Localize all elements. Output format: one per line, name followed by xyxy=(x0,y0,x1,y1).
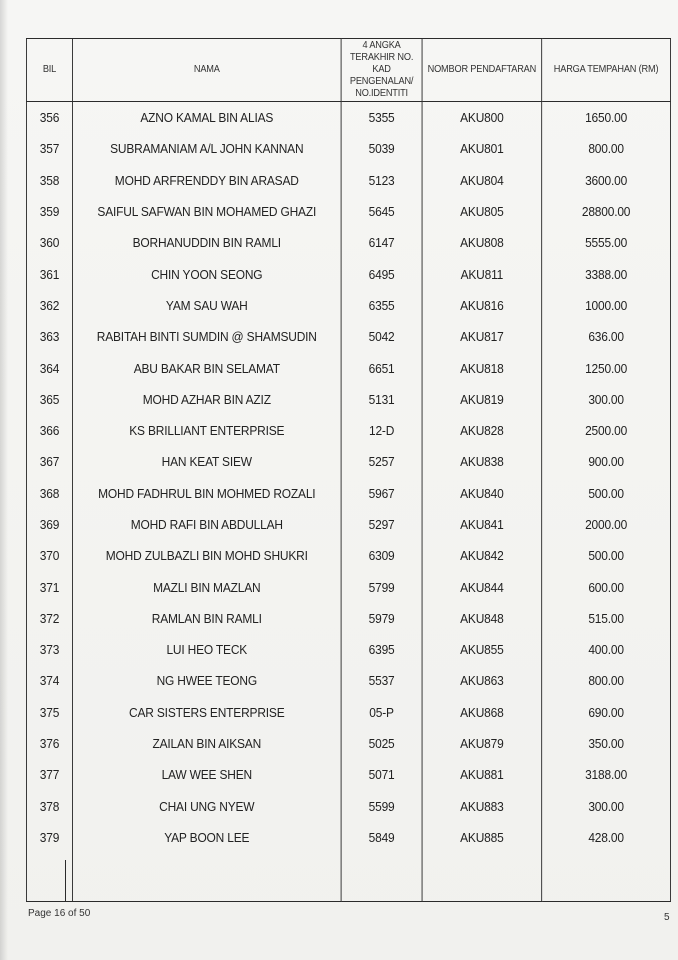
table-row xyxy=(26,227,670,258)
header-price: HARGA TEMPAHAN (RM) xyxy=(542,39,671,102)
cell-nama: CHIN YOON SEONG xyxy=(72,258,341,289)
cell-bil: 366 xyxy=(26,415,72,446)
cell-reg: AKU816 xyxy=(422,290,542,321)
cell-reg: AKU838 xyxy=(422,446,542,477)
page-label: Page 16 of 50 xyxy=(28,908,91,919)
cell-reg: AKU819 xyxy=(422,384,542,415)
cell-nama: RAMLAN BIN RAMLI xyxy=(72,603,341,634)
cell-bil: 375 xyxy=(26,697,72,728)
cell-price: 28800.00 xyxy=(542,196,671,227)
empty-cell xyxy=(72,853,341,902)
cell-ic: 12-D xyxy=(341,415,422,446)
table-row xyxy=(26,697,670,728)
cell-price: 800.00 xyxy=(542,133,671,164)
cell-reg: AKU855 xyxy=(422,634,542,665)
header-bil: BIL xyxy=(26,39,72,102)
cell-reg: AKU879 xyxy=(422,728,542,759)
cell-reg: AKU818 xyxy=(422,352,542,383)
cell-bil: 378 xyxy=(26,791,72,822)
cell-reg: AKU817 xyxy=(422,321,542,352)
cell-reg: AKU885 xyxy=(422,822,542,853)
cell-bil: 362 xyxy=(26,290,72,321)
cell-ic: 5799 xyxy=(341,571,422,602)
cell-reg: AKU804 xyxy=(422,165,542,196)
cell-nama: SAIFUL SAFWAN BIN MOHAMED GHAZI xyxy=(72,196,341,227)
cell-ic: 5039 xyxy=(341,133,422,164)
cell-price: 428.00 xyxy=(542,822,671,853)
cell-reg: AKU811 xyxy=(422,258,542,289)
cell-price: 1250.00 xyxy=(542,352,671,383)
cell-nama: MAZLI BIN MAZLAN xyxy=(72,571,341,602)
cell-price: 800.00 xyxy=(542,665,671,696)
cell-ic: 5297 xyxy=(341,509,422,540)
cell-price: 600.00 xyxy=(542,571,671,602)
table-row xyxy=(26,791,670,822)
cell-bil: 374 xyxy=(26,665,72,696)
cell-ic: 6309 xyxy=(341,540,422,571)
cell-price: 1650.00 xyxy=(542,102,671,134)
cell-bil: 364 xyxy=(26,352,72,383)
cell-bil: 361 xyxy=(26,258,72,289)
cell-ic: 6395 xyxy=(341,634,422,665)
cell-bil: 368 xyxy=(26,478,72,509)
cell-bil: 359 xyxy=(26,196,72,227)
cell-price: 3600.00 xyxy=(542,165,671,196)
header-nama: NAMA xyxy=(72,39,341,102)
cell-nama: MOHD FADHRUL BIN MOHMED ROZALI xyxy=(72,478,341,509)
table-header-row xyxy=(26,39,670,102)
cell-nama: RABITAH BINTI SUMDIN @ SHAMSUDIN xyxy=(72,321,341,352)
cell-price: 636.00 xyxy=(542,321,671,352)
cell-bil: 367 xyxy=(26,446,72,477)
cell-ic: 5042 xyxy=(341,321,422,352)
cell-price: 690.00 xyxy=(542,697,671,728)
cell-nama: MOHD ZULBAZLI BIN MOHD SHUKRI xyxy=(72,540,341,571)
cell-nama: ZAILAN BIN AIKSAN xyxy=(72,728,341,759)
cell-reg: AKU868 xyxy=(422,697,542,728)
table-row xyxy=(26,258,670,289)
cell-nama: KS BRILLIANT ENTERPRISE xyxy=(72,415,341,446)
cell-reg: AKU844 xyxy=(422,571,542,602)
cell-bil: 365 xyxy=(26,384,72,415)
table-row xyxy=(26,321,670,352)
cell-price: 2000.00 xyxy=(542,509,671,540)
table-row xyxy=(26,509,670,540)
cell-price: 515.00 xyxy=(542,603,671,634)
table-body xyxy=(26,102,670,902)
cell-nama: AZNO KAMAL BIN ALIAS xyxy=(72,102,341,134)
cell-nama: CAR SISTERS ENTERPRISE xyxy=(72,697,341,728)
cell-price: 1000.00 xyxy=(542,290,671,321)
cell-price: 3388.00 xyxy=(542,258,671,289)
cell-bil: 372 xyxy=(26,603,72,634)
cell-price: 3188.00 xyxy=(542,759,671,790)
cell-ic: 5849 xyxy=(341,822,422,853)
cell-price: 900.00 xyxy=(542,446,671,477)
header-reg: NOMBOR PENDAFTARAN xyxy=(422,39,542,102)
cell-ic: 6495 xyxy=(341,258,422,289)
table-row xyxy=(26,102,670,134)
cell-reg: AKU881 xyxy=(422,759,542,790)
cell-bil: 379 xyxy=(26,822,72,853)
cell-nama: NG HWEE TEONG xyxy=(72,665,341,696)
cell-bil: 370 xyxy=(26,540,72,571)
cell-reg: AKU863 xyxy=(422,665,542,696)
cell-ic: 5979 xyxy=(341,603,422,634)
cell-bil: 371 xyxy=(26,571,72,602)
table-row xyxy=(26,822,670,853)
table-row xyxy=(26,415,670,446)
cell-bil: 363 xyxy=(26,321,72,352)
table-row xyxy=(26,165,670,196)
cell-reg: AKU805 xyxy=(422,196,542,227)
table-row xyxy=(26,352,670,383)
cell-bil: 357 xyxy=(26,133,72,164)
column-divider xyxy=(65,860,66,902)
table-row xyxy=(26,290,670,321)
cell-bil: 360 xyxy=(26,227,72,258)
cell-ic: 6147 xyxy=(341,227,422,258)
cell-ic: 05-P xyxy=(341,697,422,728)
cell-ic: 5599 xyxy=(341,791,422,822)
cell-nama: CHAI UNG NYEW xyxy=(72,791,341,822)
cell-price: 400.00 xyxy=(542,634,671,665)
cell-bil: 373 xyxy=(26,634,72,665)
cell-reg: AKU808 xyxy=(422,227,542,258)
cell-ic: 5645 xyxy=(341,196,422,227)
table-row xyxy=(26,759,670,790)
cell-nama: HAN KEAT SIEW xyxy=(72,446,341,477)
table-filler-row xyxy=(26,853,670,902)
empty-cell xyxy=(422,853,542,902)
cell-ic: 6355 xyxy=(341,290,422,321)
table-row xyxy=(26,446,670,477)
cell-bil: 369 xyxy=(26,509,72,540)
cell-nama: SUBRAMANIAM A/L JOHN KANNAN xyxy=(72,133,341,164)
cell-price: 300.00 xyxy=(542,384,671,415)
cell-nama: YAP BOON LEE xyxy=(72,822,341,853)
cell-nama: BORHANUDDIN BIN RAMLI xyxy=(72,227,341,258)
empty-cell xyxy=(542,853,671,902)
cell-price: 350.00 xyxy=(542,728,671,759)
cell-nama: YAM SAU WAH xyxy=(72,290,341,321)
table-row xyxy=(26,728,670,759)
cell-nama: LAW WEE SHEN xyxy=(72,759,341,790)
cell-price: 2500.00 xyxy=(542,415,671,446)
cell-reg: AKU848 xyxy=(422,603,542,634)
table-row xyxy=(26,634,670,665)
empty-cell xyxy=(341,853,422,902)
cell-price: 500.00 xyxy=(542,478,671,509)
cell-ic: 5537 xyxy=(341,665,422,696)
cell-price: 5555.00 xyxy=(542,227,671,258)
table-row xyxy=(26,540,670,571)
cell-reg: AKU800 xyxy=(422,102,542,134)
cell-ic: 5071 xyxy=(341,759,422,790)
cell-reg: AKU828 xyxy=(422,415,542,446)
table-row xyxy=(26,571,670,602)
cell-nama: MOHD AZHAR BIN AZIZ xyxy=(72,384,341,415)
table-row xyxy=(26,133,670,164)
cell-ic: 5131 xyxy=(341,384,422,415)
header-ic: 4 ANGKA TERAKHIR NO. KAD PENGENALAN/ NO.IDENTITI xyxy=(341,39,422,102)
cell-nama: LUI HEO TECK xyxy=(72,634,341,665)
cell-reg: AKU840 xyxy=(422,478,542,509)
cell-nama: ABU BAKAR BIN SELAMAT xyxy=(72,352,341,383)
table-row xyxy=(26,478,670,509)
cell-nama: MOHD ARFRENDDY BIN ARASAD xyxy=(72,165,341,196)
table-row xyxy=(26,196,670,227)
cell-price: 500.00 xyxy=(542,540,671,571)
registration-table xyxy=(26,38,671,902)
cell-ic: 5967 xyxy=(341,478,422,509)
page-number: 5 xyxy=(664,912,670,923)
cell-nama: MOHD RAFI BIN ABDULLAH xyxy=(72,509,341,540)
cell-ic: 5257 xyxy=(341,446,422,477)
cell-ic: 5355 xyxy=(341,102,422,134)
table-row xyxy=(26,665,670,696)
cell-reg: AKU883 xyxy=(422,791,542,822)
cell-bil: 358 xyxy=(26,165,72,196)
cell-ic: 5123 xyxy=(341,165,422,196)
cell-reg: AKU801 xyxy=(422,133,542,164)
cell-reg: AKU842 xyxy=(422,540,542,571)
cell-ic: 6651 xyxy=(341,352,422,383)
table-row xyxy=(26,384,670,415)
cell-bil: 377 xyxy=(26,759,72,790)
cell-ic: 5025 xyxy=(341,728,422,759)
cell-bil: 376 xyxy=(26,728,72,759)
cell-bil: 356 xyxy=(26,102,72,134)
cell-reg: AKU841 xyxy=(422,509,542,540)
cell-price: 300.00 xyxy=(542,791,671,822)
table-row xyxy=(26,603,670,634)
